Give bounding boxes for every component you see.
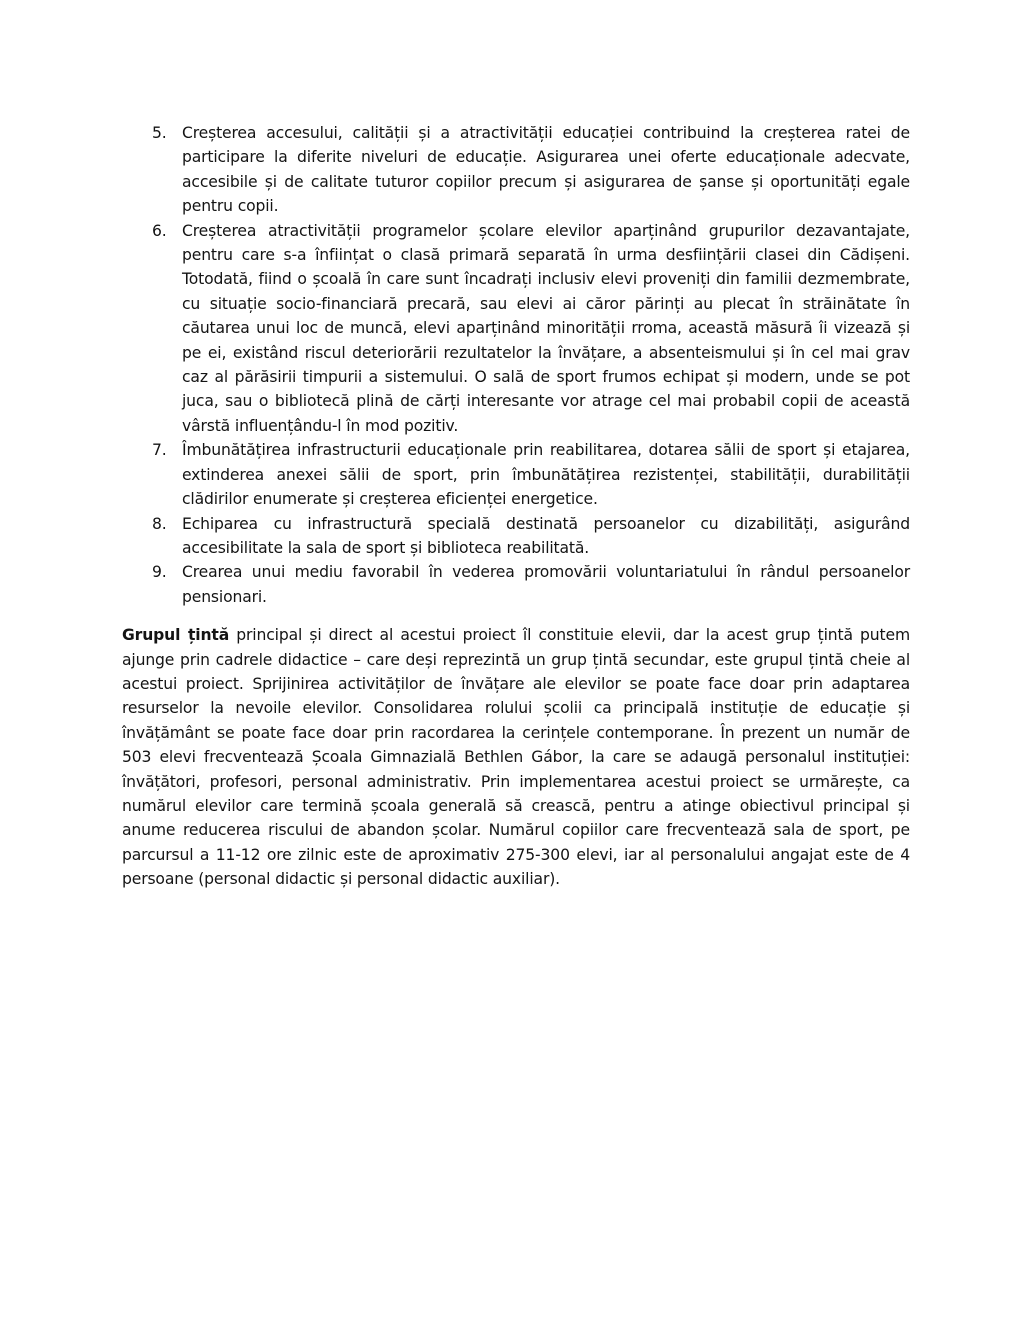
- list-item-text: Crearea unui mediu favorabil în vederea promovării voluntariatului în rândul persoanelor pensionari.: [182, 563, 910, 606]
- list-item: [122, 438, 910, 511]
- list-item: [122, 121, 910, 219]
- list-item-text: Creșterea accesului, calității și a atractivității educației contribuind la creșterea ratei de participare la diferite niveluri de educație. Asigurarea unei oferte educaționale adecvate, accesibile și de calitate tuturor copiilor precum și asigurarea de șanse și oportunități egale pentru copii.: [182, 124, 910, 216]
- list-item: [122, 512, 910, 561]
- list-item: [122, 560, 910, 609]
- list-item-text: Echiparea cu infrastructură specială destinată persoanelor cu dizabilități, asigurând accesibilitate la sala de sport și biblioteca reabilitată.: [182, 514, 910, 557]
- target-group-paragraph: [122, 623, 910, 891]
- list-item-number: 7.: [152, 441, 167, 460]
- list-item-text: Creșterea atractivității programelor școlare elevilor aparținând grupurilor dezavantajate, pentru care s-a înființat o clasă primară separată în urma desființării clasei din Cădișeni. Totodată, fiind o școală în care sunt încadrați inclusiv elevi proveniți din familii dezmembrate, cu situație socio-financiară precară, sau elevi ai căror părinți au plecat în străinătate în căutarea unui loc de muncă, elevi aparținând minorității rroma, această măsură îi vizează și pe ei, existând riscul deteriorării rezultatelor la învățare, a absenteismului și în cel mai grav caz al părăsirii timpurii a sistemului. O sală de sport frumos echipat și modern, unde se pot juca, sau o bibliotecă plină de cărți interesante vor atrage cel mai probabil copii de această vârstă influențându-l în mod pozitiv.: [182, 221, 910, 435]
- list-item-text: Îmbunătățirea infrastructurii educaționale prin reabilitarea, dotarea sălii de sport și etajarea, extinderea anexei sălii de sport, prin îmbunătățirea rezistenței, stabilității, durabilității clădirilor enumerate și creșterea eficienței energetice.: [182, 441, 910, 509]
- list-item-number: 9.: [152, 563, 167, 582]
- list-item-number: 6.: [152, 221, 167, 240]
- page-content: [122, 121, 910, 892]
- target-group-text: principal și direct al acestui proiect îl constituie elevii, dar la acest grup țintă putem ajunge prin cadrele didactice – care deși reprezintă un grup țintă secundar, este grupul țintă cheie al acestui proiect. Sprijinirea activităților de învățare ale elevilor se poate face doar prin adaptarea resurselor la nevoile elevilor. Consolidarea rolului școlii ca principală instituție de educație și învățământ se poate face doar prin racordarea la cerințele contemporane. În prezent un număr de 503 elevi frecventează Școala Gimnazială Bethlen Gábor, la care se adaugă personalul instituției: învățători, profesori, personal administrativ. Prin implementarea acestui proiect se urmărește, ca numărul elevilor care termină școala generală să crească, pentru a atinge obiectivul principal și anume reducerea riscului de abandon școlar. Numărul copiilor care frecventează sala de sport, pe parcursul a 11-12 ore zilnic este de aproximativ 275-300 elevi, iar al personalului angajat este de 4 persoane (personal didactic și personal didactic auxiliar).: [122, 626, 910, 889]
- objectives-list: [122, 121, 910, 609]
- target-group-heading: Grupul țintă: [122, 626, 230, 645]
- list-item-number: 8.: [152, 514, 167, 533]
- list-item-number: 5.: [152, 124, 167, 142]
- list-item: [122, 219, 910, 439]
